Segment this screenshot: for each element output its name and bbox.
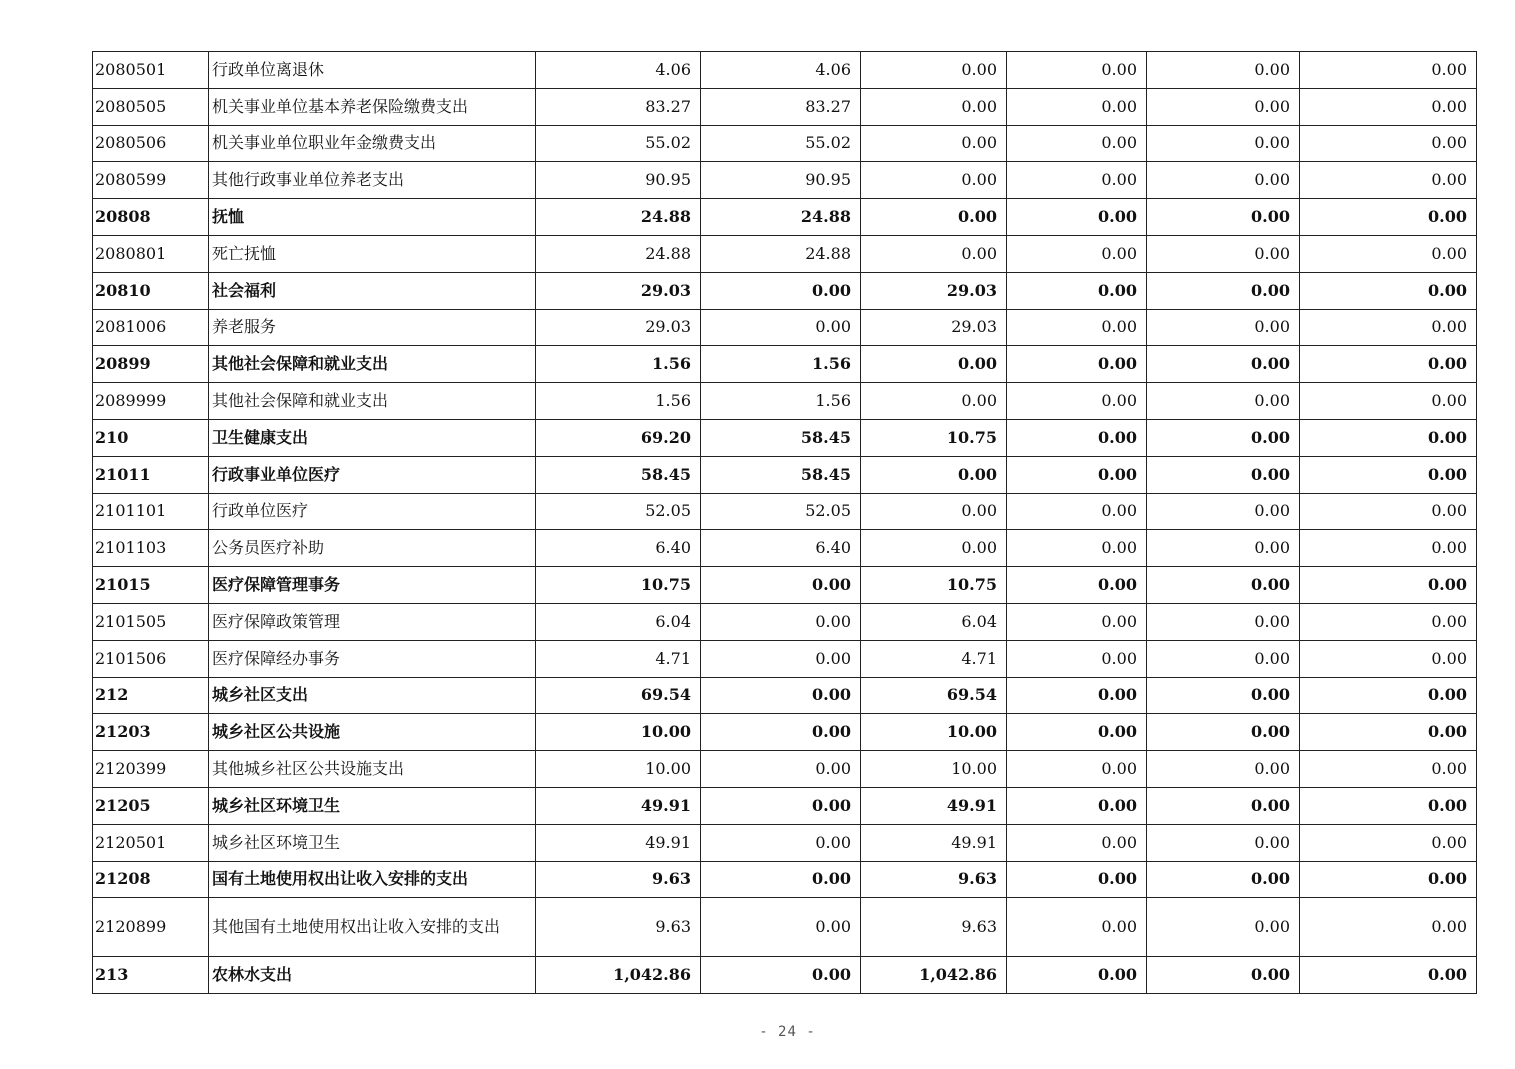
cell-value-6: 0.00: [1300, 419, 1477, 456]
cell-function-code: 2101101: [93, 493, 209, 530]
cell-basic-expenditure: 55.02: [701, 125, 861, 162]
cell-value-4: 0.00: [1007, 530, 1147, 567]
cell-function-code: 2101506: [93, 640, 209, 677]
cell-basic-expenditure: 0.00: [701, 677, 861, 714]
cell-value-5: 0.00: [1147, 787, 1300, 824]
cell-basic-expenditure: 0.00: [701, 272, 861, 309]
cell-function-name: 社会福利: [209, 272, 536, 309]
cell-function-code: 2120501: [93, 824, 209, 861]
cell-project-expenditure: 1,042.86: [861, 957, 1007, 994]
table-row: [93, 88, 1477, 125]
cell-value-5: 0.00: [1147, 162, 1300, 199]
cell-basic-expenditure: 0.00: [701, 309, 861, 346]
cell-project-expenditure: 69.54: [861, 677, 1007, 714]
cell-function-code: 21011: [93, 456, 209, 493]
cell-value-5: 0.00: [1147, 603, 1300, 640]
cell-total: 4.06: [536, 52, 701, 89]
cell-function-name: 国有土地使用权出让收入安排的支出: [209, 861, 536, 898]
cell-total: 24.88: [536, 235, 701, 272]
cell-value-5: 0.00: [1147, 898, 1300, 957]
cell-function-name: 其他社会保障和就业支出: [209, 383, 536, 420]
cell-total: 6.04: [536, 603, 701, 640]
cell-total: 29.03: [536, 272, 701, 309]
cell-value-6: 0.00: [1300, 714, 1477, 751]
cell-value-4: 0.00: [1007, 52, 1147, 89]
cell-function-code: 2089999: [93, 383, 209, 420]
cell-value-4: 0.00: [1007, 603, 1147, 640]
cell-function-name: 死亡抚恤: [209, 235, 536, 272]
cell-value-5: 0.00: [1147, 640, 1300, 677]
cell-project-expenditure: 29.03: [861, 272, 1007, 309]
table-row: [93, 309, 1477, 346]
cell-function-name: 行政单位医疗: [209, 493, 536, 530]
cell-basic-expenditure: 0.00: [701, 957, 861, 994]
cell-value-6: 0.00: [1300, 235, 1477, 272]
cell-value-5: 0.00: [1147, 272, 1300, 309]
cell-function-name: 机关事业单位基本养老保险缴费支出: [209, 88, 536, 125]
cell-value-5: 0.00: [1147, 52, 1300, 89]
table-row: [93, 199, 1477, 236]
cell-value-4: 0.00: [1007, 346, 1147, 383]
cell-value-4: 0.00: [1007, 677, 1147, 714]
cell-total: 1,042.86: [536, 957, 701, 994]
cell-project-expenditure: 9.63: [861, 861, 1007, 898]
cell-project-expenditure: 0.00: [861, 88, 1007, 125]
cell-value-5: 0.00: [1147, 493, 1300, 530]
cell-function-name: 其他城乡社区公共设施支出: [209, 751, 536, 788]
table-row: [93, 824, 1477, 861]
cell-total: 90.95: [536, 162, 701, 199]
cell-basic-expenditure: 58.45: [701, 456, 861, 493]
cell-total: 52.05: [536, 493, 701, 530]
cell-value-6: 0.00: [1300, 52, 1477, 89]
cell-project-expenditure: 0.00: [861, 52, 1007, 89]
cell-function-name: 农林水支出: [209, 957, 536, 994]
cell-function-name: 医疗保障管理事务: [209, 567, 536, 604]
cell-project-expenditure: 0.00: [861, 530, 1007, 567]
cell-basic-expenditure: 0.00: [701, 567, 861, 604]
cell-value-6: 0.00: [1300, 125, 1477, 162]
cell-value-4: 0.00: [1007, 714, 1147, 751]
cell-value-6: 0.00: [1300, 677, 1477, 714]
cell-value-6: 0.00: [1300, 162, 1477, 199]
table-row: [93, 677, 1477, 714]
cell-basic-expenditure: 6.40: [701, 530, 861, 567]
cell-value-6: 0.00: [1300, 603, 1477, 640]
cell-function-name: 机关事业单位职业年金缴费支出: [209, 125, 536, 162]
cell-total: 4.71: [536, 640, 701, 677]
cell-value-4: 0.00: [1007, 957, 1147, 994]
cell-function-name: 养老服务: [209, 309, 536, 346]
table-row: [93, 898, 1477, 957]
cell-value-4: 0.00: [1007, 824, 1147, 861]
cell-total: 6.40: [536, 530, 701, 567]
cell-project-expenditure: 49.91: [861, 824, 1007, 861]
cell-basic-expenditure: 0.00: [701, 898, 861, 957]
cell-total: 9.63: [536, 898, 701, 957]
cell-function-code: 2080506: [93, 125, 209, 162]
cell-value-6: 0.00: [1300, 824, 1477, 861]
cell-value-5: 0.00: [1147, 199, 1300, 236]
cell-value-6: 0.00: [1300, 493, 1477, 530]
cell-total: 49.91: [536, 824, 701, 861]
table-row: [93, 714, 1477, 751]
cell-project-expenditure: 0.00: [861, 346, 1007, 383]
cell-value-5: 0.00: [1147, 957, 1300, 994]
cell-total: 10.00: [536, 714, 701, 751]
cell-value-4: 0.00: [1007, 787, 1147, 824]
cell-function-code: 2081006: [93, 309, 209, 346]
table-row: [93, 493, 1477, 530]
cell-function-code: 20810: [93, 272, 209, 309]
cell-value-4: 0.00: [1007, 419, 1147, 456]
cell-basic-expenditure: 0.00: [701, 603, 861, 640]
table-row: [93, 346, 1477, 383]
cell-value-4: 0.00: [1007, 383, 1147, 420]
cell-function-name: 医疗保障政策管理: [209, 603, 536, 640]
cell-function-code: 213: [93, 957, 209, 994]
cell-project-expenditure: 29.03: [861, 309, 1007, 346]
cell-value-5: 0.00: [1147, 861, 1300, 898]
table-row: [93, 419, 1477, 456]
cell-basic-expenditure: 24.88: [701, 199, 861, 236]
page-number: - 24 -: [759, 1024, 816, 1040]
cell-basic-expenditure: 4.06: [701, 52, 861, 89]
cell-project-expenditure: 6.04: [861, 603, 1007, 640]
cell-value-5: 0.00: [1147, 714, 1300, 751]
table-row: [93, 751, 1477, 788]
cell-value-5: 0.00: [1147, 383, 1300, 420]
cell-basic-expenditure: 0.00: [701, 861, 861, 898]
cell-basic-expenditure: 1.56: [701, 346, 861, 383]
cell-function-code: 2080599: [93, 162, 209, 199]
cell-project-expenditure: 0.00: [861, 493, 1007, 530]
cell-function-code: 2101103: [93, 530, 209, 567]
cell-function-code: 210: [93, 419, 209, 456]
cell-total: 9.63: [536, 861, 701, 898]
cell-function-code: 2101505: [93, 603, 209, 640]
table-row: [93, 640, 1477, 677]
cell-project-expenditure: 10.00: [861, 751, 1007, 788]
cell-value-5: 0.00: [1147, 419, 1300, 456]
cell-value-4: 0.00: [1007, 456, 1147, 493]
cell-total: 49.91: [536, 787, 701, 824]
cell-project-expenditure: 0.00: [861, 125, 1007, 162]
cell-function-name: 行政单位离退休: [209, 52, 536, 89]
cell-value-5: 0.00: [1147, 567, 1300, 604]
table-row: [93, 787, 1477, 824]
budget-expenditure-table: [92, 51, 1477, 994]
cell-total: 83.27: [536, 88, 701, 125]
cell-value-5: 0.00: [1147, 751, 1300, 788]
cell-value-4: 0.00: [1007, 88, 1147, 125]
cell-total: 69.54: [536, 677, 701, 714]
cell-total: 10.75: [536, 567, 701, 604]
cell-value-6: 0.00: [1300, 787, 1477, 824]
table-row: [93, 272, 1477, 309]
cell-basic-expenditure: 1.56: [701, 383, 861, 420]
table-row: [93, 603, 1477, 640]
cell-function-code: 21205: [93, 787, 209, 824]
table-row: [93, 235, 1477, 272]
cell-project-expenditure: 4.71: [861, 640, 1007, 677]
cell-function-name: 其他国有土地使用权出让收入安排的支出: [209, 898, 536, 957]
cell-value-5: 0.00: [1147, 456, 1300, 493]
table-row: [93, 383, 1477, 420]
cell-function-code: 21203: [93, 714, 209, 751]
cell-project-expenditure: 9.63: [861, 898, 1007, 957]
cell-total: 29.03: [536, 309, 701, 346]
cell-value-5: 0.00: [1147, 125, 1300, 162]
cell-function-name: 抚恤: [209, 199, 536, 236]
cell-value-5: 0.00: [1147, 309, 1300, 346]
cell-value-5: 0.00: [1147, 88, 1300, 125]
cell-project-expenditure: 10.75: [861, 567, 1007, 604]
cell-value-4: 0.00: [1007, 493, 1147, 530]
table-row: [93, 957, 1477, 994]
cell-function-code: 2080501: [93, 52, 209, 89]
cell-value-4: 0.00: [1007, 235, 1147, 272]
cell-function-code: 2120399: [93, 751, 209, 788]
cell-function-name: 城乡社区公共设施: [209, 714, 536, 751]
cell-total: 10.00: [536, 751, 701, 788]
cell-value-4: 0.00: [1007, 898, 1147, 957]
cell-value-6: 0.00: [1300, 751, 1477, 788]
cell-value-6: 0.00: [1300, 346, 1477, 383]
cell-function-code: 212: [93, 677, 209, 714]
cell-basic-expenditure: 0.00: [701, 751, 861, 788]
table-row: [93, 162, 1477, 199]
cell-basic-expenditure: 0.00: [701, 787, 861, 824]
cell-function-name: 公务员医疗补助: [209, 530, 536, 567]
cell-function-name: 其他行政事业单位养老支出: [209, 162, 536, 199]
cell-total: 24.88: [536, 199, 701, 236]
cell-value-6: 0.00: [1300, 640, 1477, 677]
cell-project-expenditure: 0.00: [861, 199, 1007, 236]
cell-basic-expenditure: 0.00: [701, 640, 861, 677]
cell-project-expenditure: 0.00: [861, 383, 1007, 420]
cell-function-code: 21015: [93, 567, 209, 604]
cell-total: 1.56: [536, 346, 701, 383]
cell-function-name: 城乡社区环境卫生: [209, 787, 536, 824]
cell-total: 1.56: [536, 383, 701, 420]
cell-value-4: 0.00: [1007, 309, 1147, 346]
cell-project-expenditure: 49.91: [861, 787, 1007, 824]
table-row: [93, 456, 1477, 493]
cell-value-5: 0.00: [1147, 677, 1300, 714]
cell-value-6: 0.00: [1300, 383, 1477, 420]
cell-project-expenditure: 0.00: [861, 456, 1007, 493]
cell-value-5: 0.00: [1147, 346, 1300, 383]
cell-function-name: 城乡社区支出: [209, 677, 536, 714]
table-row: [93, 52, 1477, 89]
cell-function-code: 20808: [93, 199, 209, 236]
cell-value-6: 0.00: [1300, 456, 1477, 493]
cell-value-6: 0.00: [1300, 309, 1477, 346]
cell-value-6: 0.00: [1300, 530, 1477, 567]
cell-basic-expenditure: 52.05: [701, 493, 861, 530]
cell-basic-expenditure: 83.27: [701, 88, 861, 125]
cell-total: 55.02: [536, 125, 701, 162]
cell-function-code: 2080801: [93, 235, 209, 272]
cell-project-expenditure: 10.75: [861, 419, 1007, 456]
cell-value-5: 0.00: [1147, 530, 1300, 567]
cell-basic-expenditure: 24.88: [701, 235, 861, 272]
cell-function-code: 2080505: [93, 88, 209, 125]
cell-function-name: 城乡社区环境卫生: [209, 824, 536, 861]
cell-value-6: 0.00: [1300, 861, 1477, 898]
cell-function-name: 医疗保障经办事务: [209, 640, 536, 677]
table-row: [93, 861, 1477, 898]
cell-value-4: 0.00: [1007, 162, 1147, 199]
cell-value-5: 0.00: [1147, 235, 1300, 272]
cell-project-expenditure: 10.00: [861, 714, 1007, 751]
cell-function-code: 21208: [93, 861, 209, 898]
cell-value-6: 0.00: [1300, 567, 1477, 604]
table-row: [93, 125, 1477, 162]
cell-total: 69.20: [536, 419, 701, 456]
cell-value-6: 0.00: [1300, 272, 1477, 309]
cell-value-4: 0.00: [1007, 199, 1147, 236]
cell-value-4: 0.00: [1007, 861, 1147, 898]
cell-function-code: 2120899: [93, 898, 209, 957]
cell-project-expenditure: 0.00: [861, 162, 1007, 199]
cell-project-expenditure: 0.00: [861, 235, 1007, 272]
table-body: [93, 52, 1477, 994]
cell-basic-expenditure: 0.00: [701, 824, 861, 861]
cell-value-6: 0.00: [1300, 88, 1477, 125]
cell-value-4: 0.00: [1007, 567, 1147, 604]
cell-value-6: 0.00: [1300, 898, 1477, 957]
cell-value-4: 0.00: [1007, 272, 1147, 309]
cell-function-name: 行政事业单位医疗: [209, 456, 536, 493]
cell-basic-expenditure: 58.45: [701, 419, 861, 456]
cell-value-6: 0.00: [1300, 199, 1477, 236]
cell-basic-expenditure: 90.95: [701, 162, 861, 199]
cell-value-4: 0.00: [1007, 751, 1147, 788]
cell-value-6: 0.00: [1300, 957, 1477, 994]
cell-function-name: 其他社会保障和就业支出: [209, 346, 536, 383]
table-row: [93, 530, 1477, 567]
cell-total: 58.45: [536, 456, 701, 493]
cell-value-5: 0.00: [1147, 824, 1300, 861]
cell-function-name: 卫生健康支出: [209, 419, 536, 456]
cell-basic-expenditure: 0.00: [701, 714, 861, 751]
cell-function-code: 20899: [93, 346, 209, 383]
cell-value-4: 0.00: [1007, 125, 1147, 162]
cell-value-4: 0.00: [1007, 640, 1147, 677]
table-row: [93, 567, 1477, 604]
